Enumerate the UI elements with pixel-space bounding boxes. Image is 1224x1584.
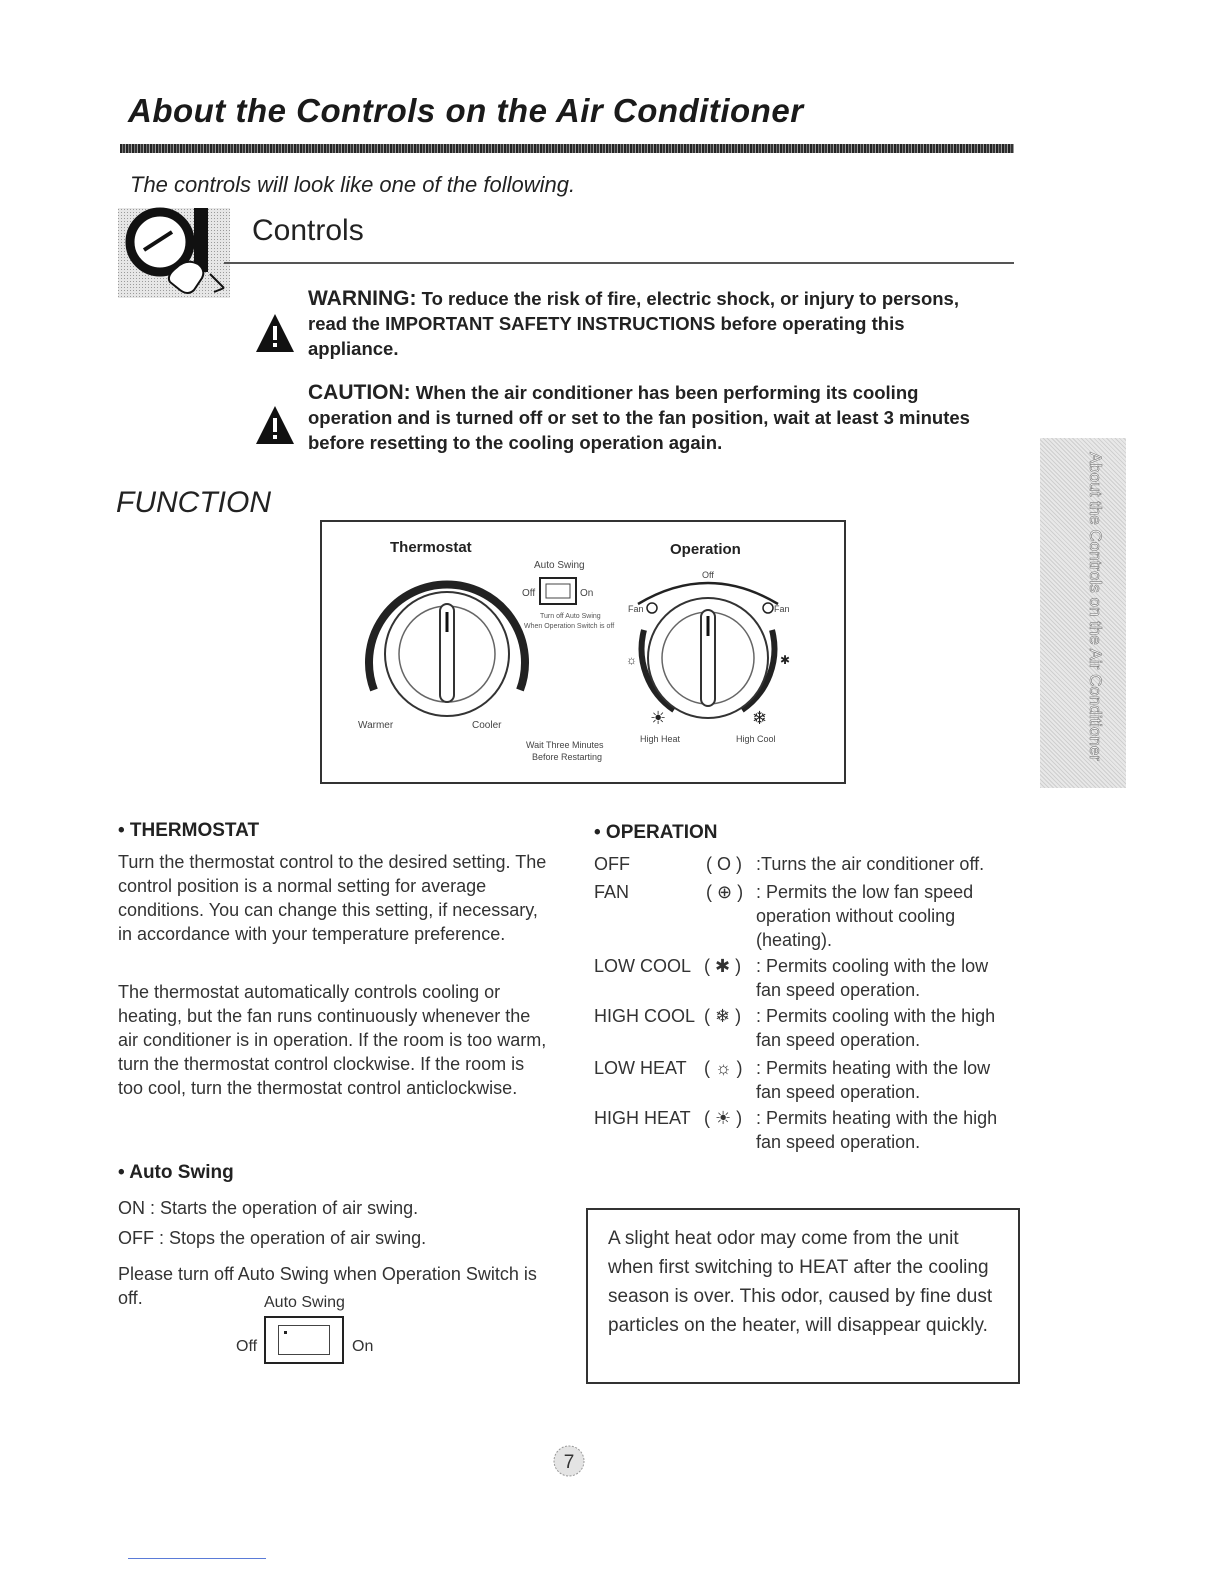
diagram-cooler-label: Cooler — [472, 720, 502, 731]
controls-heading: Controls — [252, 214, 364, 247]
auto-swing-switch-label: Auto Swing — [264, 1294, 345, 1311]
diagram-fan-left-label: Fan — [628, 604, 644, 614]
diagram-auto-swing-switch — [540, 578, 576, 604]
caution-body: When the air conditioner has been performing its cooling operation and is turned off or set to the fan position, wait at least 3 minutes before resetting to the cooling operation again. — [308, 382, 970, 453]
warning-triangle-icon — [254, 312, 296, 354]
op-desc-low-cool: : Permits cooling with the low fan speed operation. — [756, 956, 989, 1000]
control-panel-diagram — [320, 520, 846, 784]
footer-link-line — [128, 1558, 266, 1559]
op-mode-low-heat: LOW HEAT — [594, 1058, 687, 1078]
op-desc-off: :Turns the air conditioner off. — [756, 854, 985, 874]
warning-label: WARNING: — [308, 287, 417, 310]
heat-odor-note-text: A slight heat odor may come from the unit when first switching to HEAT after the cooling season is over. This odor, caused by fine dust particles on the heater, will disappear quickly. — [608, 1228, 993, 1336]
op-symbol-high-cool: ( ❄ ) — [704, 1006, 742, 1026]
high-cool-icon: ❄ — [752, 708, 768, 728]
caution-triangle-icon — [254, 404, 296, 446]
auto-swing-switch-on: On — [352, 1338, 374, 1355]
section-side-tab-label — [1040, 438, 1126, 788]
diagram-op-off-label: Off — [702, 570, 714, 580]
diagram-high-cool-label: High Cool — [736, 734, 776, 744]
function-heading: FUNCTION — [116, 486, 271, 519]
diagram-thermostat-label: Thermostat — [390, 539, 472, 556]
diagram-swing-off-label: Off — [522, 588, 536, 599]
diagram-swing-note-2: When Operation Switch is off — [524, 623, 615, 630]
high-heat-icon: ☀ — [650, 708, 667, 728]
diagram-high-heat-label: High Heat — [640, 734, 681, 744]
low-heat-icon: ☼ — [626, 653, 637, 667]
controls-rule — [224, 262, 1014, 264]
op-symbol-high-heat: ( ☀ ) — [704, 1108, 743, 1128]
diagram-auto-swing-label: Auto Swing — [534, 560, 585, 571]
fan-right-icon — [763, 603, 773, 613]
operation-heading: • OPERATION — [594, 822, 718, 843]
op-mode-fan: FAN — [594, 882, 630, 902]
page-title: About the Controls on the Air Conditioner — [128, 92, 804, 129]
op-symbol-low-cool: ( ✱ ) — [704, 956, 742, 976]
fan-left-icon — [647, 603, 657, 613]
auto-swing-off-line: OFF : Stops the operation of air swing. — [118, 1228, 427, 1248]
thermostat-para-1: Turn the thermostat control to the desired setting. The control position is a normal setting for average conditions. You can change this setting, if necessary, in accordance with your temperature preference. — [118, 852, 547, 944]
op-mode-high-heat: HIGH HEAT — [594, 1108, 691, 1128]
page-number-badge — [552, 1444, 586, 1478]
op-mode-low-cool: LOW COOL — [594, 956, 692, 976]
op-symbol-low-heat: ( ☼ ) — [704, 1058, 743, 1078]
auto-swing-heading: • Auto Swing — [118, 1162, 234, 1183]
thermostat-para-2: The thermostat automatically controls cooling or heating, but the fan runs continuously whenever the air conditioner is in operation. If the room is too warm, turn the thermostat control clockwise. If the room is too cool, turn the thermostat control anticlockwise. — [118, 982, 547, 1098]
auto-swing-switch-off: Off — [236, 1338, 258, 1355]
auto-swing-note: Please turn off Auto Swing when Operation Switch is off. — [118, 1264, 537, 1308]
op-mode-high-cool: HIGH COOL — [594, 1006, 696, 1026]
side-tab-text: About the Controls on the Air Conditioner — [1086, 452, 1105, 762]
thermostat-heading: • THERMOSTAT — [118, 820, 260, 841]
diagram-operation-label: Operation — [670, 541, 741, 558]
auto-swing-indicator-dot — [284, 1331, 287, 1334]
diagram-swing-on-label: On — [580, 588, 594, 599]
diagram-warmer-label: Warmer — [358, 720, 394, 731]
op-desc-low-heat: : Permits heating with the low fan speed operation. — [756, 1058, 991, 1102]
op-symbol-off: ( O ) — [706, 854, 742, 874]
diagram-swing-note-1: Turn off Auto Swing — [540, 613, 601, 620]
op-desc-high-cool: : Permits cooling with the high fan speed operation. — [756, 1006, 996, 1050]
page-subtitle: The controls will look like one of the following. — [130, 172, 576, 197]
op-mode-off: OFF — [594, 854, 630, 874]
page-number: 7 — [563, 1452, 575, 1473]
op-desc-high-heat: : Permits heating with the high fan speed operation. — [756, 1108, 998, 1152]
diagram-wait-note-2: Before Restarting — [532, 752, 603, 762]
diagram-wait-note-1: Wait Three Minutes — [526, 740, 604, 750]
caution-text — [308, 380, 998, 455]
title-rule — [120, 144, 1014, 153]
diagram-fan-right-label: Fan — [774, 604, 790, 614]
warning-body: To reduce the risk of fire, electric shock, or injury to persons, read the IMPORTANT SAFETY INSTRUCTIONS before operating this appliance. — [308, 288, 959, 359]
auto-swing-on-line: ON : Starts the operation of air swing. — [118, 1198, 419, 1218]
auto-swing-rocker — [278, 1325, 330, 1355]
auto-swing-switch — [264, 1316, 344, 1364]
op-symbol-fan: ( ⊕ ) — [706, 882, 744, 902]
low-cool-icon: ✱ — [780, 653, 791, 667]
warning-text — [308, 286, 998, 361]
controls-dial-hand-icon — [118, 200, 236, 304]
op-desc-fan: : Permits the low fan speed operation without cooling (heating). — [756, 882, 974, 950]
caution-label: CAUTION: — [308, 381, 411, 404]
